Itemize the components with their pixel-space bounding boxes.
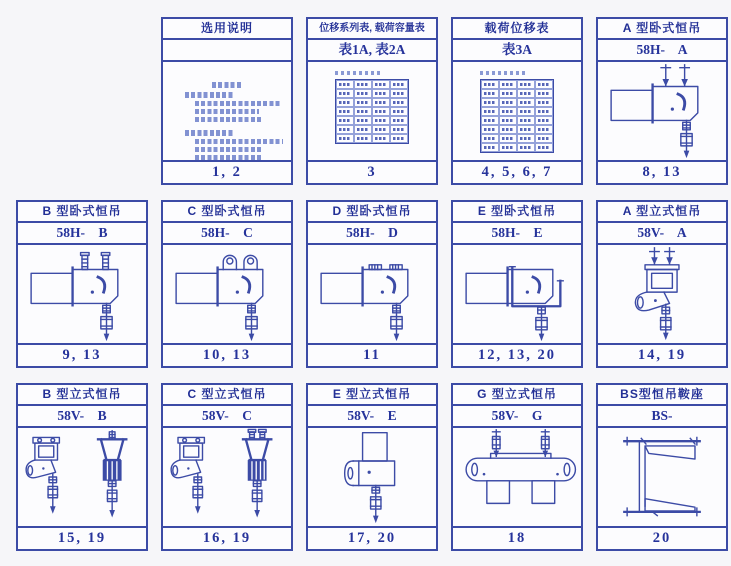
table-cell-smudge xyxy=(390,116,408,125)
table-cell-smudge xyxy=(499,125,517,134)
panel-bs-saddle xyxy=(596,383,728,551)
panel-model: 58V- A xyxy=(598,223,726,245)
panel-58h-e xyxy=(451,200,583,368)
panel-model: 58V- G xyxy=(453,406,581,428)
table-cell-smudge xyxy=(390,80,408,89)
panel-pages: 3 xyxy=(308,160,436,183)
table-caption-smudge xyxy=(335,71,381,75)
table-cell-smudge xyxy=(336,80,354,89)
panel-title: C 型卧式恒吊 xyxy=(163,202,291,223)
vertical-hanger-e-drawing xyxy=(308,428,436,526)
panel-58h-d xyxy=(306,200,438,368)
saddle-bs-drawing xyxy=(598,428,726,526)
mini-table xyxy=(335,79,409,144)
table-cell-smudge xyxy=(390,98,408,107)
panel-pages: 11 xyxy=(308,343,436,366)
panel-title: A 型立式恒吊 xyxy=(598,202,726,223)
mini-table-figure xyxy=(308,62,436,160)
table-cell-smudge xyxy=(517,134,535,143)
table-cell-smudge xyxy=(372,125,390,134)
table-cell-smudge xyxy=(372,89,390,98)
panel-58v-b xyxy=(16,383,148,551)
table-cell-smudge xyxy=(390,89,408,98)
panel-58h-c xyxy=(161,200,293,368)
table-cell-smudge xyxy=(372,80,390,89)
vertical-hanger-b-drawing xyxy=(18,428,146,526)
vertical-hanger-g-drawing xyxy=(453,428,581,526)
table-cell-smudge xyxy=(481,80,499,89)
selection-guide-text-figure xyxy=(163,62,291,160)
table-cell-smudge xyxy=(499,143,517,152)
panel-pages: 10, 13 xyxy=(163,343,291,366)
panel-title: E 型立式恒吊 xyxy=(308,385,436,406)
panel-pages: 15, 19 xyxy=(18,526,146,549)
table-cell-smudge xyxy=(517,89,535,98)
table-cell-smudge xyxy=(336,116,354,125)
panel-displacement-series-table xyxy=(306,17,438,185)
table-cell-smudge xyxy=(499,80,517,89)
table-cell-smudge xyxy=(517,80,535,89)
table-cell-smudge xyxy=(481,116,499,125)
panel-58v-g xyxy=(451,383,583,551)
table-cell-smudge xyxy=(481,89,499,98)
table-cell-smudge xyxy=(354,98,372,107)
panel-model: 表1A, 表2A xyxy=(308,40,436,62)
panel-58v-c xyxy=(161,383,293,551)
table-cell-smudge xyxy=(535,116,553,125)
panel-title: G 型立式恒吊 xyxy=(453,385,581,406)
table-cell-smudge xyxy=(535,98,553,107)
panel-model: 58V- C xyxy=(163,406,291,428)
panel-model: BS- xyxy=(598,406,726,428)
table-cell-smudge xyxy=(517,107,535,116)
table-cell-smudge xyxy=(535,125,553,134)
panel-title: A 型卧式恒吊 xyxy=(598,19,726,40)
panel-title: B 型立式恒吊 xyxy=(18,385,146,406)
panel-pages: 14, 19 xyxy=(598,343,726,366)
panel-title: 位移系列表, 载荷容量表 xyxy=(308,19,436,40)
table-cell-smudge xyxy=(499,107,517,116)
panel-title: E 型卧式恒吊 xyxy=(453,202,581,223)
panel-model: 58H- B xyxy=(18,223,146,245)
panel-pages: 18 xyxy=(453,526,581,549)
table-cell-smudge xyxy=(517,143,535,152)
panel-pages: 4, 5, 6, 7 xyxy=(453,160,581,183)
table-cell-smudge xyxy=(517,125,535,134)
table-cell-smudge xyxy=(336,125,354,134)
panel-model: 58V- B xyxy=(18,406,146,428)
horizontal-hanger-e-drawing xyxy=(453,245,581,343)
panel-pages: 8, 13 xyxy=(598,160,726,183)
table-cell-smudge xyxy=(354,80,372,89)
table-cell-smudge xyxy=(499,98,517,107)
table-cell-smudge xyxy=(499,116,517,125)
panel-title: 选用说明 xyxy=(163,19,291,40)
table-cell-smudge xyxy=(354,125,372,134)
panel-model: 58H- D xyxy=(308,223,436,245)
panel-model: 58H- A xyxy=(598,40,726,62)
panel-58h-b xyxy=(16,200,148,368)
table-cell-smudge xyxy=(372,98,390,107)
vertical-hanger-a-drawing xyxy=(598,245,726,343)
panel-model: 58V- E xyxy=(308,406,436,428)
table-cell-smudge xyxy=(535,89,553,98)
horizontal-hanger-c-drawing xyxy=(163,245,291,343)
panel-58v-e xyxy=(306,383,438,551)
table-cell-smudge xyxy=(535,143,553,152)
panel-58v-a xyxy=(596,200,728,368)
panel-title: D 型卧式恒吊 xyxy=(308,202,436,223)
table-cell-smudge xyxy=(481,98,499,107)
table-cell-smudge xyxy=(354,116,372,125)
table-cell-smudge xyxy=(517,116,535,125)
table-cell-smudge xyxy=(372,107,390,116)
panel-pages: 17, 20 xyxy=(308,526,436,549)
table-cell-smudge xyxy=(535,134,553,143)
horizontal-hanger-d-drawing xyxy=(308,245,436,343)
table-cell-smudge xyxy=(390,134,408,143)
horizontal-hanger-b-drawing xyxy=(18,245,146,343)
table-cell-smudge xyxy=(336,134,354,143)
table-cell-smudge xyxy=(481,125,499,134)
panel-selection-guide xyxy=(161,17,293,185)
illegible-text-block xyxy=(163,62,291,160)
panel-load-displacement-table xyxy=(451,17,583,185)
table-cell-smudge xyxy=(499,89,517,98)
table-cell-smudge xyxy=(372,134,390,143)
table-cell-smudge xyxy=(535,107,553,116)
panel-model: 58H- E xyxy=(453,223,581,245)
panel-pages: 9, 13 xyxy=(18,343,146,366)
table-cell-smudge xyxy=(517,98,535,107)
panel-title: C 型立式恒吊 xyxy=(163,385,291,406)
table-cell-smudge xyxy=(481,134,499,143)
table-cell-smudge xyxy=(336,89,354,98)
panel-model: 表3A xyxy=(453,40,581,62)
table-cell-smudge xyxy=(372,116,390,125)
table-caption-smudge xyxy=(480,71,526,75)
panel-title: 载荷位移表 xyxy=(453,19,581,40)
table-cell-smudge xyxy=(481,143,499,152)
table-cell-smudge xyxy=(354,134,372,143)
table-cell-smudge xyxy=(354,89,372,98)
vertical-hanger-c-drawing xyxy=(163,428,291,526)
panel-model: 58H- C xyxy=(163,223,291,245)
panel-model xyxy=(163,40,291,62)
table-cell-smudge xyxy=(390,125,408,134)
horizontal-hanger-a-drawing xyxy=(598,62,726,160)
table-cell-smudge xyxy=(481,107,499,116)
table-cell-smudge xyxy=(336,98,354,107)
panel-pages: 20 xyxy=(598,526,726,549)
table-cell-smudge xyxy=(390,107,408,116)
panel-title: B 型卧式恒吊 xyxy=(18,202,146,223)
table-cell-smudge xyxy=(499,134,517,143)
mini-table xyxy=(480,79,554,153)
table-cell-smudge xyxy=(354,107,372,116)
panel-pages: 12, 13, 20 xyxy=(453,343,581,366)
mini-table-figure xyxy=(453,62,581,160)
panel-58h-a xyxy=(596,17,728,185)
panel-pages: 16, 19 xyxy=(163,526,291,549)
table-cell-smudge xyxy=(336,107,354,116)
panel-title: BS型恒吊鞍座 xyxy=(598,385,726,406)
panel-pages: 1, 2 xyxy=(163,160,291,183)
table-cell-smudge xyxy=(535,80,553,89)
